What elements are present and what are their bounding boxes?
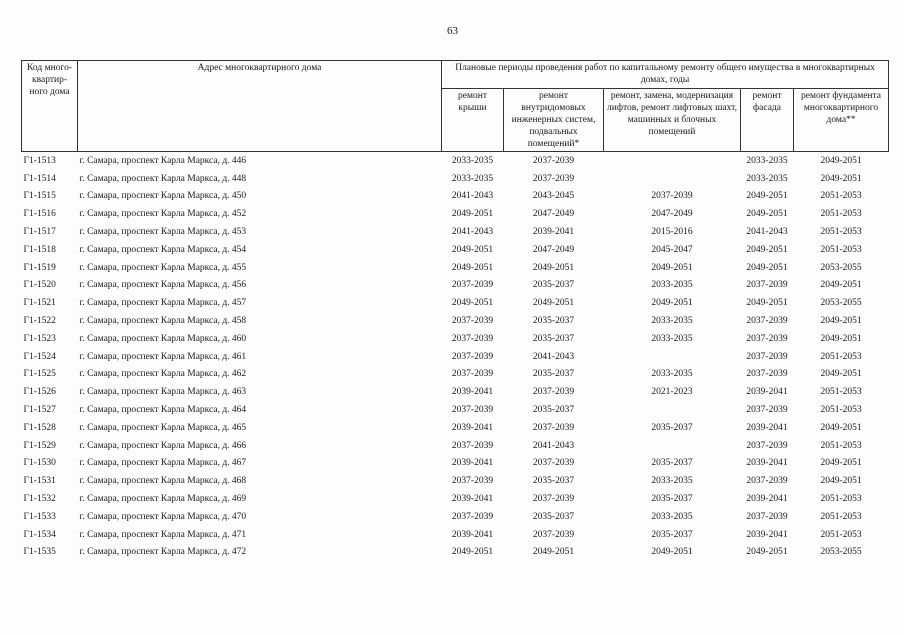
cell-systems: 2035-2037: [532, 476, 575, 487]
cell-code: Г1-1530: [23, 458, 56, 469]
cell-systems: 2043-2045: [532, 191, 575, 202]
cell-roof: 2039-2041: [451, 458, 494, 469]
cell-systems: 2047-2049: [532, 209, 575, 220]
cell-facade: 2039-2041: [746, 529, 788, 540]
cell-code: Г1-1517: [23, 227, 56, 238]
cell-address: г. Самара, проспект Карла Маркса, д. 461: [79, 351, 247, 362]
cell-code: Г1-1514: [23, 173, 56, 184]
cell-elevators: [604, 401, 741, 419]
cell-facade: 2037-2039: [746, 369, 788, 380]
cell-facade: 2037-2039: [746, 405, 788, 416]
table-row: [22, 419, 889, 437]
cell-elevators: 2045-2047: [651, 244, 693, 255]
cell-roof: 2041-2043: [451, 191, 494, 202]
cell-facade: 2049-2051: [746, 547, 788, 558]
cell-elevators: 2033-2035: [651, 369, 693, 380]
cell-facade: 2033-2035: [746, 173, 788, 184]
cell-code: Г1-1535: [23, 547, 56, 558]
cell-elevators: 2033-2035: [651, 280, 693, 291]
cell-address: г. Самара, проспект Карла Маркса, д. 469: [79, 494, 247, 505]
cell-foundation: 2049-2051: [820, 333, 862, 344]
cell-facade: 2049-2051: [746, 298, 788, 309]
cell-roof: 2037-2039: [451, 333, 494, 344]
cell-facade: 2037-2039: [746, 316, 788, 327]
cell-elevators: 2049-2051: [651, 547, 693, 558]
cell-foundation: 2051-2053: [820, 529, 862, 540]
header-roof: ремонт крыши: [442, 89, 504, 152]
cell-foundation: 2049-2051: [820, 476, 862, 487]
table-row: [22, 312, 889, 330]
cell-roof: 2049-2051: [451, 262, 494, 273]
cell-elevators: 2035-2037: [651, 494, 693, 505]
cell-elevators: 2035-2037: [651, 422, 693, 433]
cell-foundation: 2051-2053: [820, 440, 862, 451]
cell-code: Г1-1529: [23, 440, 56, 451]
cell-address: г. Самара, проспект Карла Маркса, д. 465: [79, 422, 247, 433]
cell-roof: 2037-2039: [451, 405, 494, 416]
header-systems: ремонт внутридомовых инженерных систем, подвальных помещений*: [504, 89, 604, 152]
cell-systems: 2049-2051: [532, 547, 575, 558]
table-row: [22, 401, 889, 419]
cell-foundation: 2053-2055: [820, 547, 862, 558]
cell-code: Г1-1526: [23, 387, 56, 398]
cell-elevators: 2049-2051: [651, 298, 693, 309]
cell-roof: 2037-2039: [451, 280, 494, 291]
header-periods-group: Плановые периоды проведения работ по капитальному ремонту общего имущества в многоквартирных домах, годы: [442, 61, 889, 89]
cell-address: г. Самара, проспект Карла Маркса, д. 467: [79, 458, 247, 469]
cell-facade: 2037-2039: [746, 440, 788, 451]
cell-address: г. Самара, проспект Карла Маркса, д. 458: [79, 316, 247, 327]
cell-foundation: 2049-2051: [820, 280, 862, 291]
table-row: [22, 241, 889, 259]
cell-foundation: 2049-2051: [820, 155, 862, 166]
cell-foundation: 2053-2055: [820, 298, 862, 309]
cell-systems: 2037-2039: [532, 387, 575, 398]
cell-code: Г1-1524: [23, 351, 56, 362]
cell-address: г. Самара, проспект Карла Маркса, д. 452: [79, 209, 247, 220]
cell-elevators: [604, 437, 741, 455]
cell-code: Г1-1527: [23, 405, 56, 416]
cell-code: Г1-1532: [23, 494, 56, 505]
cell-facade: 2039-2041: [746, 458, 788, 469]
cell-address: г. Самара, проспект Карла Маркса, д. 448: [79, 173, 247, 184]
cell-code: Г1-1519: [23, 262, 56, 273]
table-row: [22, 455, 889, 473]
table-row: [22, 526, 889, 544]
table-row: [22, 366, 889, 384]
cell-code: Г1-1513: [23, 155, 56, 166]
table-row: [22, 223, 889, 241]
cell-code: Г1-1531: [23, 476, 56, 487]
cell-foundation: 2049-2051: [820, 173, 862, 184]
cell-address: г. Самара, проспект Карла Маркса, д. 446: [79, 155, 247, 166]
cell-elevators: [604, 170, 741, 188]
cell-systems: 2049-2051: [532, 262, 575, 273]
cell-elevators: 2047-2049: [651, 209, 693, 220]
cell-facade: 2049-2051: [746, 209, 788, 220]
cell-roof: 2049-2051: [451, 298, 494, 309]
cell-foundation: 2049-2051: [820, 422, 862, 433]
cell-systems: 2035-2037: [532, 511, 575, 522]
cell-address: г. Самара, проспект Карла Маркса, д. 464: [79, 405, 247, 416]
cell-roof: 2037-2039: [451, 440, 494, 451]
cell-foundation: 2049-2051: [820, 458, 862, 469]
cell-code: Г1-1533: [23, 511, 56, 522]
cell-address: г. Самара, проспект Карла Маркса, д. 460: [79, 333, 247, 344]
cell-facade: 2041-2043: [746, 227, 788, 238]
cell-elevators: 2033-2035: [651, 316, 693, 327]
cell-code: Г1-1522: [23, 316, 56, 327]
cell-systems: 2035-2037: [532, 369, 575, 380]
cell-systems: 2037-2039: [532, 422, 575, 433]
cell-foundation: 2051-2053: [820, 387, 862, 398]
table-row: [22, 330, 889, 348]
cell-elevators: 2021-2023: [651, 387, 693, 398]
cell-address: г. Самара, проспект Карла Маркса, д. 455: [79, 262, 247, 273]
cell-elevators: 2035-2037: [651, 458, 693, 469]
cell-roof: 2049-2051: [451, 209, 494, 220]
table-row: [22, 152, 889, 170]
cell-systems: 2037-2039: [532, 494, 575, 505]
table-row: [22, 437, 889, 455]
cell-facade: 2037-2039: [746, 351, 788, 362]
cell-elevators: 2033-2035: [651, 333, 693, 344]
cell-roof: 2037-2039: [451, 476, 494, 487]
cell-address: г. Самара, проспект Карла Маркса, д. 470: [79, 511, 247, 522]
cell-roof: 2049-2051: [451, 244, 494, 255]
table-row: [22, 188, 889, 206]
cell-roof: 2039-2041: [451, 529, 494, 540]
header-foundation: ремонт фундамента многоквартирного дома**: [794, 89, 889, 152]
cell-code: Г1-1515: [23, 191, 56, 202]
cell-address: г. Самара, проспект Карла Маркса, д. 454: [79, 244, 247, 255]
cell-systems: 2035-2037: [532, 280, 575, 291]
cell-code: Г1-1528: [23, 422, 56, 433]
cell-address: г. Самара, проспект Карла Маркса, д. 472: [79, 547, 247, 558]
cell-systems: 2037-2039: [532, 155, 575, 166]
cell-facade: 2039-2041: [746, 494, 788, 505]
cell-facade: 2049-2051: [746, 262, 788, 273]
cell-code: Г1-1518: [23, 244, 56, 255]
table-row: [22, 277, 889, 295]
cell-address: г. Самара, проспект Карла Маркса, д. 468: [79, 476, 247, 487]
cell-elevators: 2033-2035: [651, 511, 693, 522]
header-address: Адрес многоквартирного дома: [78, 61, 442, 152]
cell-systems: 2037-2039: [532, 529, 575, 540]
cell-foundation: 2049-2051: [820, 369, 862, 380]
cell-address: г. Самара, проспект Карла Маркса, д. 450: [79, 191, 247, 202]
table-row: [22, 170, 889, 188]
cell-foundation: 2049-2051: [820, 316, 862, 327]
cell-elevators: 2035-2037: [651, 529, 693, 540]
cell-elevators: 2037-2039: [651, 191, 693, 202]
cell-facade: 2037-2039: [746, 476, 788, 487]
cell-address: г. Самара, проспект Карла Маркса, д. 471: [79, 529, 247, 540]
cell-foundation: 2051-2053: [820, 405, 862, 416]
cell-foundation: 2051-2053: [820, 227, 862, 238]
cell-code: Г1-1521: [23, 298, 56, 309]
cell-foundation: 2053-2055: [820, 262, 862, 273]
cell-roof: 2041-2043: [451, 227, 494, 238]
cell-elevators: 2033-2035: [651, 476, 693, 487]
table-row: [22, 508, 889, 526]
cell-roof: 2039-2041: [451, 494, 494, 505]
cell-systems: 2035-2037: [532, 316, 575, 327]
table-row: [22, 348, 889, 366]
cell-foundation: 2051-2053: [820, 511, 862, 522]
cell-systems: 2037-2039: [532, 458, 575, 469]
cell-facade: 2049-2051: [746, 191, 788, 202]
cell-code: Г1-1534: [23, 529, 56, 540]
header-facade: ремонт фасада: [741, 89, 794, 152]
table-row: [22, 205, 889, 223]
cell-facade: 2033-2035: [746, 155, 788, 166]
cell-systems: 2047-2049: [532, 244, 575, 255]
cell-roof: 2033-2035: [451, 155, 494, 166]
cell-systems: 2049-2051: [532, 298, 575, 309]
cell-foundation: 2051-2053: [820, 351, 862, 362]
cell-roof: 2049-2051: [451, 547, 494, 558]
cell-roof: 2037-2039: [451, 316, 494, 327]
cell-roof: 2039-2041: [451, 387, 494, 398]
cell-foundation: 2051-2053: [820, 244, 862, 255]
cell-foundation: 2051-2053: [820, 209, 862, 220]
cell-elevators: 2049-2051: [651, 262, 693, 273]
header-code: Код много-квартир-ного дома: [22, 61, 78, 152]
table-row: [22, 259, 889, 277]
cell-roof: 2037-2039: [451, 369, 494, 380]
cell-systems: 2039-2041: [532, 227, 575, 238]
cell-address: г. Самара, проспект Карла Маркса, д. 456: [79, 280, 247, 291]
cell-facade: 2037-2039: [746, 280, 788, 291]
cell-foundation: 2051-2053: [820, 494, 862, 505]
cell-facade: 2049-2051: [746, 244, 788, 255]
header-row-top: [22, 61, 889, 89]
cell-code: Г1-1523: [23, 333, 56, 344]
table-row: [22, 490, 889, 508]
cell-address: г. Самара, проспект Карла Маркса, д. 462: [79, 369, 247, 380]
header-elevators: ремонт, замена, модернизация лифтов, ремонт лифтовых шахт, машинных и блочных помещений: [604, 89, 741, 152]
cell-roof: 2039-2041: [451, 422, 494, 433]
cell-address: г. Самара, проспект Карла Маркса, д. 453: [79, 227, 247, 238]
cell-facade: 2037-2039: [746, 511, 788, 522]
table-row: [22, 383, 889, 401]
cell-facade: 2039-2041: [746, 387, 788, 398]
cell-address: г. Самара, проспект Карла Маркса, д. 457: [79, 298, 247, 309]
page-number: 63: [447, 25, 458, 37]
cell-roof: 2037-2039: [451, 351, 494, 362]
cell-foundation: 2051-2053: [820, 191, 862, 202]
cell-elevators: [604, 348, 741, 366]
cell-roof: 2033-2035: [451, 173, 494, 184]
table-row: [22, 294, 889, 312]
cell-facade: 2037-2039: [746, 333, 788, 344]
cell-systems: 2041-2043: [532, 440, 575, 451]
table-row: [22, 544, 889, 562]
cell-systems: 2041-2043: [532, 351, 575, 362]
table-body: [22, 152, 889, 562]
cell-systems: 2035-2037: [532, 405, 575, 416]
cell-code: Г1-1525: [23, 369, 56, 380]
capital-repair-table: [21, 60, 889, 561]
cell-code: Г1-1520: [23, 280, 56, 291]
cell-elevators: [604, 152, 741, 170]
cell-roof: 2037-2039: [451, 511, 494, 522]
cell-systems: 2037-2039: [532, 173, 575, 184]
cell-systems: 2035-2037: [532, 333, 575, 344]
cell-address: г. Самара, проспект Карла Маркса, д. 463: [79, 387, 247, 398]
table-row: [22, 472, 889, 490]
cell-address: г. Самара, проспект Карла Маркса, д. 466: [79, 440, 247, 451]
cell-code: Г1-1516: [23, 209, 56, 220]
cell-facade: 2039-2041: [746, 422, 788, 433]
cell-elevators: 2015-2016: [651, 227, 693, 238]
